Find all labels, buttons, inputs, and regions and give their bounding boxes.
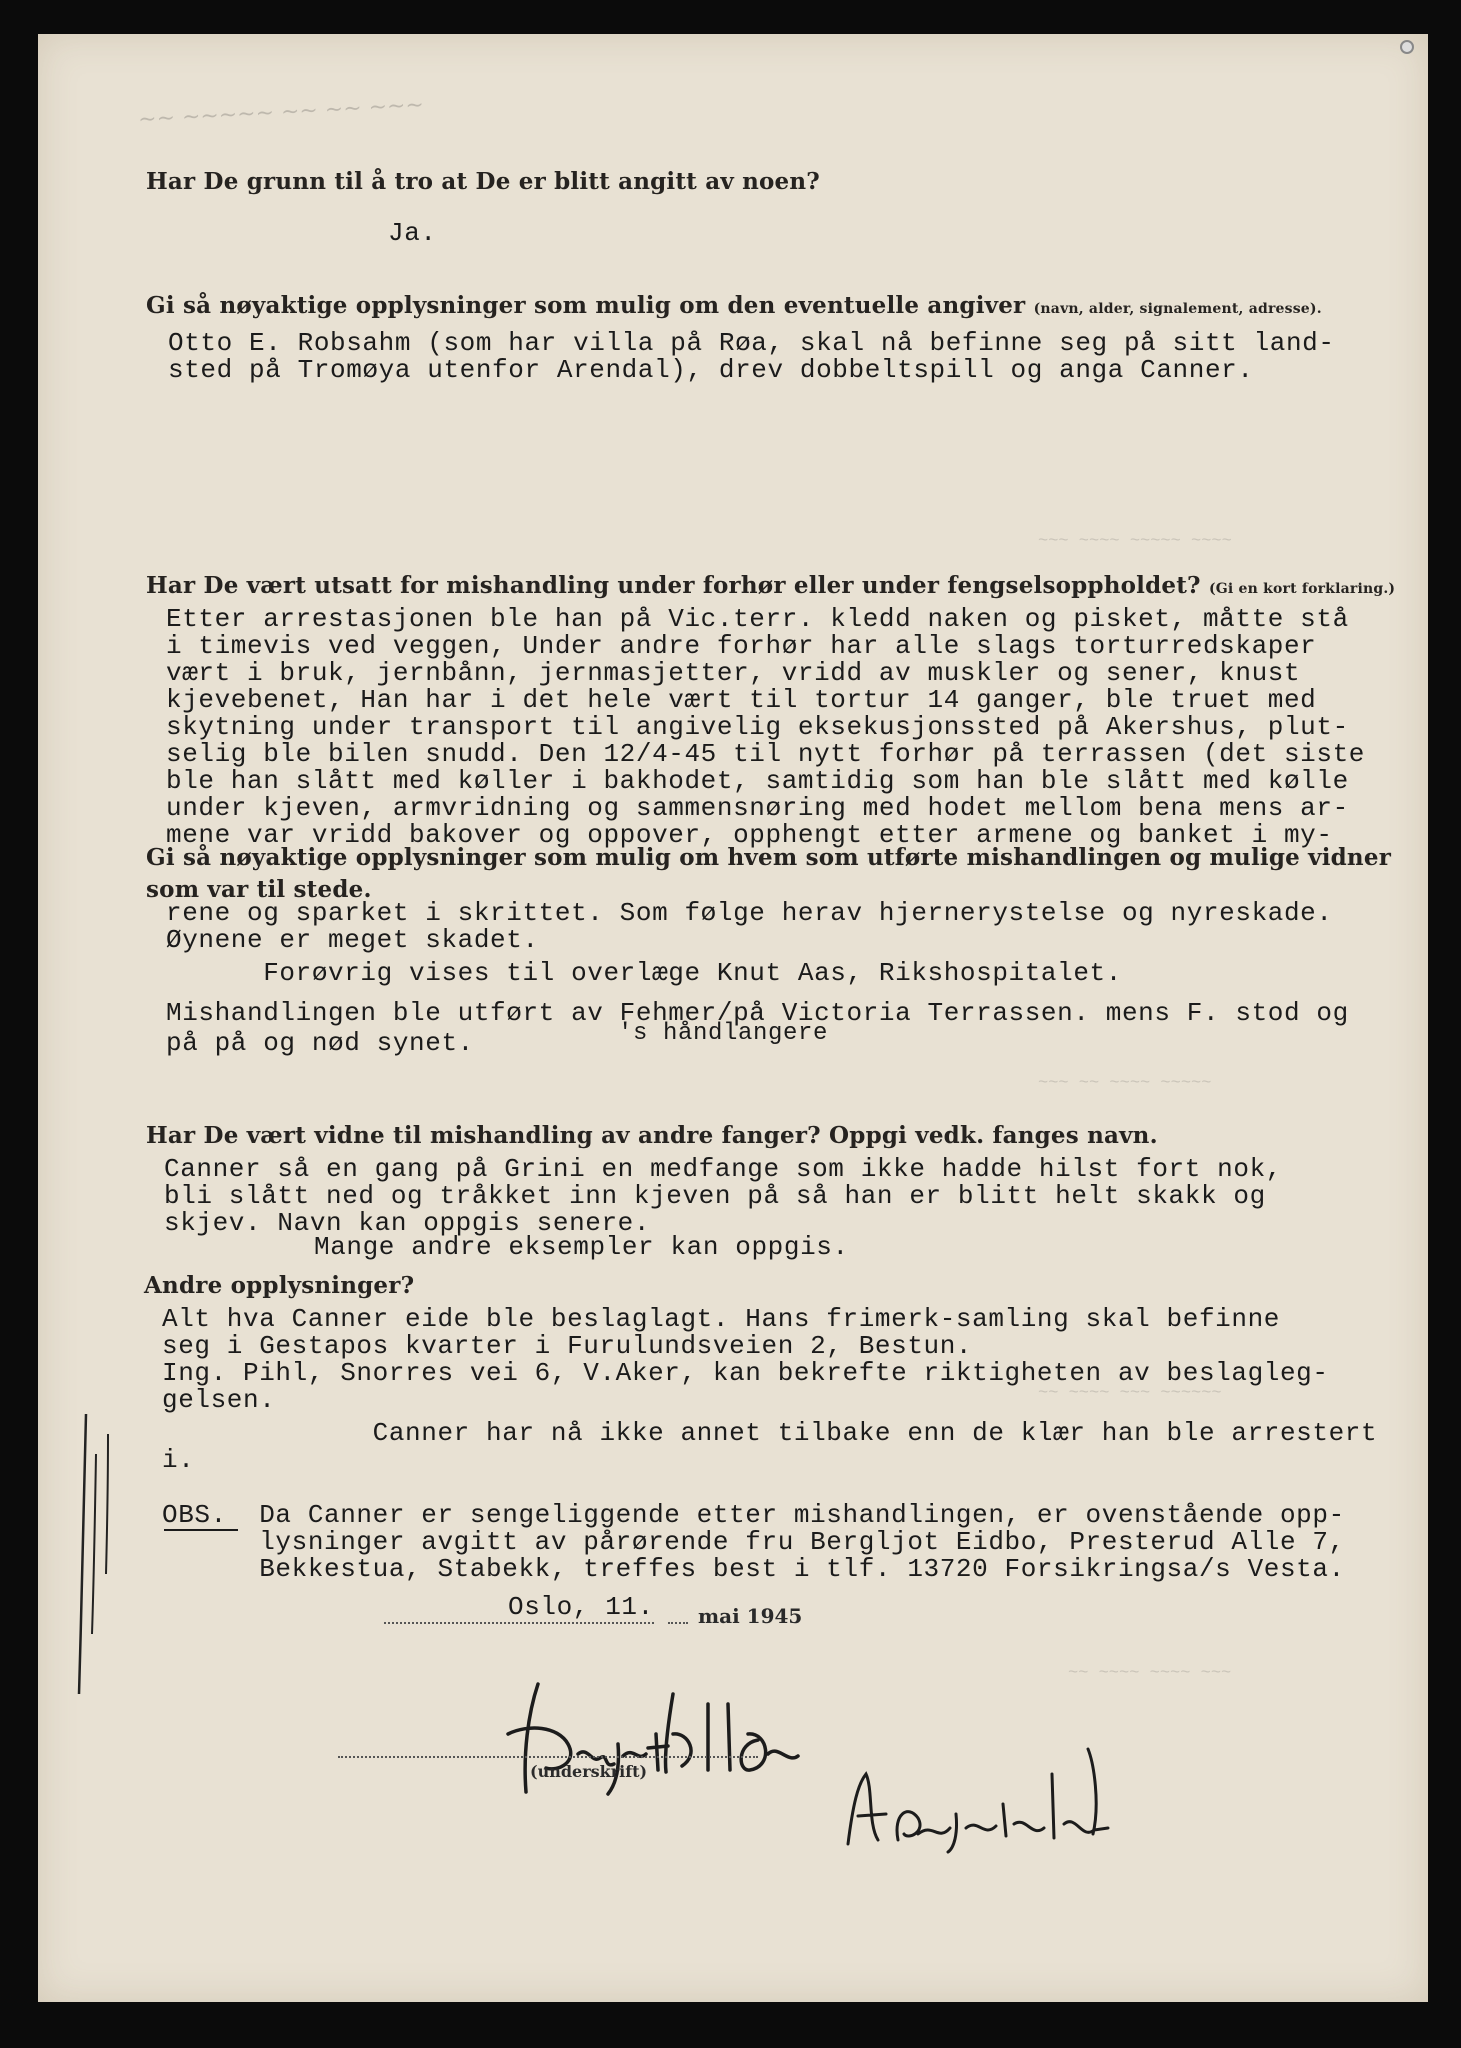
signature-mark (468, 1674, 808, 1804)
question-informant: Har De grunn til å tro at De er blitt angitt av noen? (146, 168, 820, 195)
date-month-year: mai 1945 (698, 1604, 803, 1628)
signature-label: (underskrift) (530, 1762, 648, 1781)
document-page: ~~ ~~~~~ ~~ ~~ ~~~ ~~~ ~~~~ ~~~~~ ~~~~ ~~~ ~~ ~~~~ ~~~~~ ~~ ~~~~ ~~~ ~~~~~~ ~~ ~~~~ ~~~~ ~~~ Har De grunn til å tro at De er blitt angitt av noen? Ja. Gi så nøyaktige opplysninger som mulig om den eventuelle angiver (navn, alder, signalement, adresse). Otto E. Robsahm (som har villa på Røa, skal nå befinne seg på sitt land- sted på Tromøya utenfor Arendal), drev dobbeltspill og anga Canner. Har De vært utsatt for mishandling under forhør eller under fengselsoppholdet? (Gi en kort forklaring.) Etter arrestasjonen ble han på Vic.terr. kledd naken og pisket, måtte stå i timevis ved veggen, Under andre forhør har alle slags torturredskaper vært i bruk, jernbånn, jernmasjetter, vridd av muskler og sener, knust kjevebenet, Han har i det hele vært til tortur 14 ganger, ble truet med skytning under transport til angivelig eksekusjonssted på Akershus, plut- selig ble bilen snudd. Den 12/4-45 til nytt forhør på terrassen (det siste ble han slått med køller i bakhodet, samtidig som han ble slått med kølle under kjeven, armvridning og sammensnøring med hodet mellom bena mens ar- mene var vridd bakover og oppover, opphengt etter armene og banket i my- Gi så nøyaktige opplysninger som mulig om hvem som utførte mishandlingen og mulige vidner som var til stede. rene og sparket i skrittet. Som følge herav hjernerystelse og nyreskade. Øynene er meget skadet. Forøvrig vises til overlæge Knut Aas, Rikshospitalet. Mishandlingen ble utført av Fehmer/på Victoria Terrassen. mens F. stod og på på og nød synet. 's håndlangere Har De vært vidne til mishandling av andre fanger? Oppgi vedk. fanges navn. Canner så en gang på Grini en medfange som ikke hadde hilst fort nok, bli slått ned og tråkket inn kjeven på så han er blitt helt skakk og skjev. Navn kan oppgis senere. Mange andre eksempler kan oppgis. Andre opplysninger? Alt hva Canner eide ble beslaglagt. Hans frimerk-samling skal befinne seg i Gestapos kvarter i Furulundsveien 2, Bestun. Ing. Pihl, Snorres vei 6, V.Aker, kan bekrefte riktigheten av beslagleg- gelsen. Canner har nå ikke annet tilbake enn de klær han ble arrestert i. OBS. Da Canner er sengeliggende etter mishandlingen, er ovenstående opp- lysninger avgitt av pårørende fru Bergljot Eidbo, Presterud Alle 7, Bekkestua, Stabekk, treffes best i tlf. 13720 Forsikringsa/s Vesta. Oslo, 11. mai 1945 (underskrift) (38, 34, 1428, 2002)
margin-stroke (79, 1414, 86, 1694)
bleed-through-text: ~~ ~~~~~ ~~ ~~ ~~~ (137, 92, 425, 133)
date-dotted-line (384, 1622, 654, 1624)
date-place: Oslo, 11. (508, 1592, 654, 1622)
signature-dotted-line (338, 1756, 758, 1758)
margin-stroke (106, 1434, 108, 1574)
question-witness: Har De vært vidne til mishandling av andre fanger? Oppgi vedk. fanges navn. (146, 1122, 1158, 1149)
date-dotted-line (668, 1622, 688, 1624)
question-perpetrators-cont: som var til stede. (146, 876, 372, 903)
bleed-through-text: ~~ ~~~~ ~~~~ ~~~ (1068, 1664, 1232, 1683)
question-perpetrators: Gi så nøyaktige opplysninger som mulig om hvem som utførte mishandlingen og mulige vidner (146, 844, 1392, 871)
question-mistreatment: Har De vært utsatt for mishandling under forhør eller under fengselsoppholdet? (Gi en kort forklaring.) (146, 572, 1396, 599)
bleed-through-text: ~~ ~~~~ ~~~ ~~~~~~ (1038, 1384, 1222, 1403)
answer-witness-extra: Mange andre eksempler kan oppgis. (314, 1232, 849, 1262)
witness-signature-mark (838, 1744, 1118, 1854)
bleed-through-text: ~~~ ~~ ~~~~ ~~~~~ (1038, 1074, 1212, 1093)
answer-informant: Ja. (388, 218, 437, 248)
bleed-through-text: ~~~ ~~~~ ~~~~~ ~~~~ (1038, 532, 1232, 551)
question-informant-details: Gi så nøyaktige opplysninger som mulig om den eventuelle angiver (navn, alder, signalement, adresse). (146, 292, 1322, 319)
question-other-info: Andre opplysninger? (144, 1272, 415, 1299)
margin-stroke (92, 1454, 96, 1634)
handwritten-insertion: 's håndlangere (618, 1020, 829, 1047)
